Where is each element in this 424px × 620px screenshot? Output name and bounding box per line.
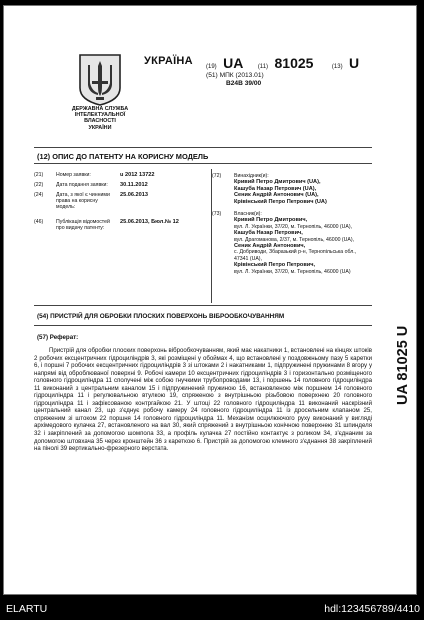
biblio-row: (46) Публікація відомостей про видачу патенту: 25.06.2013, Бюл.№ 12: [34, 219, 179, 231]
trident-emblem-icon: [77, 53, 123, 106]
office-line: ВЛАСНОСТІ: [84, 118, 116, 125]
owner-address: вул. Л. Українки, 37/20, м. Тернопіль, 46000 (UA): [234, 268, 351, 275]
office-line: ІНТЕЛЕКТУАЛЬНОЇ: [74, 112, 126, 119]
code-51: (51): [206, 72, 218, 79]
biblio-row: (24) Дата, з якої є чинними права на корисну модель: 25.06.2013: [34, 192, 148, 210]
patent-office-name: [46, 106, 154, 131]
invention-title: (54) ПРИСТРІЙ ДЛЯ ОБРОБКИ ПЛОСКИХ ПОВЕРХОНЬ ВІБРООБКОЧУВАННЯМ: [37, 313, 285, 320]
inventor-name: Кривий Петро Дмитрович (UA),: [234, 179, 321, 186]
owner-address: вул. Л. Українки, 37/20, м. Тернопіль, 46000 (UA),: [234, 223, 353, 230]
owner-name: Кашуба Назар Петрович,: [234, 230, 303, 237]
inventor-name: Крівінський Петро Петрович (UA): [234, 198, 327, 205]
inventors-block: (72) Винахідник(и): Кривий Петро Дмитрович (UA), Кашуба Назар Петрович (UA), Сеник Андрій Антонович (UA), Крівінський Петро Петрович (UA): [212, 173, 367, 205]
mpk-label: МПК (2013.01): [219, 72, 264, 79]
owners-label: Власник(и):: [234, 211, 262, 218]
biblio-row: (22) Дата подання заявки: 30.11.2012: [34, 182, 148, 188]
divider: [34, 305, 372, 306]
owner-address: с. Добриводи, Збаразький р-н, Тернопільська обл., 47341 (UA),: [234, 249, 357, 262]
owners-block: (73) Власник(и): Кривий Петро Дмитрович, вул. Л. Українки, 37/20, м. Тернопіль, 46000 (UA), Кашуба Назар Петрович, вул. Драгоманова, 2/37, м. Тернопіль, 46000 (UA), Сеник Андрій Антонович, с. Добриводи, Збаразький р-н, Тернопільська обл., 47341 (UA), Крівінський Петро Петрович, вул. Л. Українки, 37/20, м. Тернопіль, 46000 (UA): [212, 211, 367, 275]
inventors-owners: [212, 173, 367, 275]
owner-name: Крівінський Петро Петрович,: [234, 262, 316, 269]
owner-address: вул. Драгоманова, 2/37, м. Тернопіль, 46000 (UA),: [234, 236, 355, 243]
owner-name: Сеник Андрій Антонович,: [234, 243, 306, 250]
viewer-footer: [0, 601, 424, 620]
document-code-row: [206, 55, 359, 73]
patent-page: [3, 5, 417, 595]
divider: [34, 147, 372, 148]
office-line: УКРАЇНИ: [88, 124, 112, 131]
document-number: 81025: [274, 55, 314, 71]
inventor-name: Кашуба Назар Петрович (UA),: [234, 185, 317, 192]
document-title: (12) ОПИС ДО ПАТЕНТУ НА КОРИСНУ МОДЕЛЬ: [37, 152, 209, 161]
biblio-row: (21) Номер заявки: u 2012 13722: [34, 172, 155, 178]
code-19: (19): [206, 64, 217, 70]
inventor-name: Сеник Андрій Антонович (UA),: [234, 192, 319, 199]
classification: [206, 72, 264, 88]
code-11: (11): [257, 64, 269, 70]
country-name: УКРАЇНА: [144, 55, 193, 67]
repository-name: ELARTU: [6, 603, 48, 615]
owner-name: Кривий Петро Дмитрович,: [234, 217, 308, 224]
office-line: ДЕРЖАВНА СЛУЖБА: [71, 106, 129, 112]
divider: [34, 163, 372, 164]
divider: [34, 325, 372, 326]
abstract-heading: (57) Реферат:: [37, 334, 79, 341]
ipc-class: B24B 39/00: [226, 80, 262, 87]
inventors-label: Винахідник(и):: [234, 173, 269, 179]
abstract-text: Пристрій для обробки плоских поверхонь віброобкочуванням, який має накатники 1, встановлені на кінцях штоків 2 робочих ексцентричних гідроциліндрів 3, які розміщені у обоймах 4, що встановлені у поздовжньому пазу 5 каретки 6, і поршні 7 робочих ексцентричних гідроциліндрів 3 зі штоками 2 і накатниками 1, підпружинені пружинами 8 вгору у напрямі від оброблюваної поверхні 9. Робочі камери 10 ексцентричних гідроциліндрів 3 і горизонтально розміщеного головного гідроциліндра 11 сполучені між собою гнучкими трубопроводами 13, і поршень 14 головного гідроциліндра 11 виконаний з центральним каналом 15 і підпружинений пружиною 16, встановленою між поршнем 14 головного гідроциліндра 11 і регулювальною втулкою 19, спряженою з внутрішньою різьбовою поверхнею 20 головного гідроциліндра 11 і зафіксованою контргайкою 21. У штоці 22 головного гідроциліндра 11 виконаний наскрізний центральний канал 23, що з'єднує робочу камеру 24 головного гідроциліндра 11 із дросельним клапаном 25, спряженим зі штоком 22 поршня 14 головного гідроциліндра 11. Механізм осцилюючого руху виконаний у вигляді архімедового кулачка 27, встановленого на вал 30, який спряжений з внутрішньою конічною поверхнею 31 шпинделя 32 і закріплений за допомогою шомпола 33, а профіль кулачка 27 постійно контактує з роликом 34, з'єднаним за допомогою штовхача 35 через кронштейн 36 з кареткою 6. Пристрій за допомогою клемного з'єднання 38 закріплений на пінолі 39 вертикально-фрезерного верстата.: [34, 347, 372, 453]
country-code: UA: [223, 55, 244, 71]
bibliographic-data: [34, 173, 210, 237]
code-13: (13): [331, 64, 343, 70]
document-kind: U: [349, 55, 360, 71]
side-stamp-text: UA 81025 U: [395, 325, 411, 405]
side-stamp: [380, 301, 417, 409]
handle-id: hdl:123456789/4410: [324, 603, 420, 615]
